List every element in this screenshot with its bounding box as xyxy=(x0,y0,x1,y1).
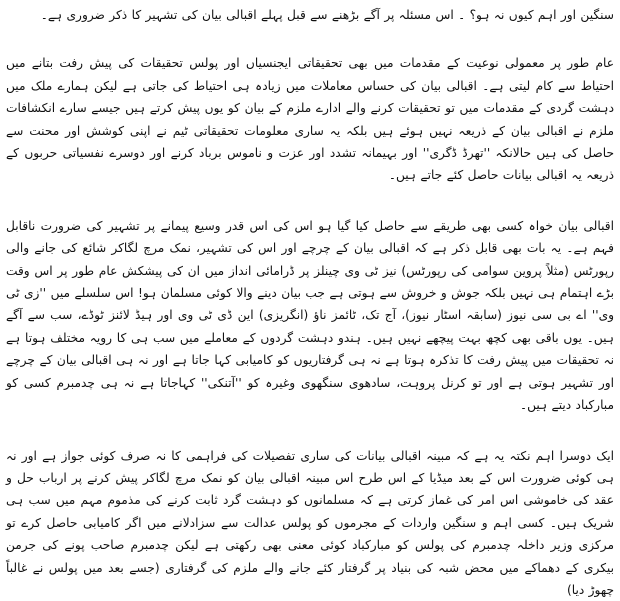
paragraph-intro: سنگین اور اہم کیوں نہ ہو؟ ۔ اس مسئلہ پر آگے بڑھنے سے قبل پہلے اقبالی بیان کی تشہیر کا ذکر ضروری ہے۔ xyxy=(6,4,614,26)
paragraph-agencies-caution: عام طور پر معمولی نوعیت کے مقدمات میں بھی تحقیقاتی ایجنسیاں اور پولس تحقیقات کی پیش رفت بتانے میں احتیاط سے کام لیتی ہے۔ اقبالی بیان کی حساس معاملات میں زیادہ ہی احتیاط کی جاتی ہے لیکن ہمارے ملک میں دہشت گردی کے مقدمات میں تو تحقیقات کرنے والے ادارے ملزم کے بیان کو یوں پیش کرتے ہیں جیسے سارے انکشافات ملزم نے اقبالی بیان کے ذریعہ نہیں ہوئے ہیں بلکہ یہ ساری معلومات تحقیقاتی ٹیم نے اپنی کوشش اور محنت سے حاصل کی ہیں حالانکہ ''تھرڈ ڈگری'' اور بہیمانہ تشدد اور عزت و ناموس برباد کرنے اور دوسرے نفسیاتی حربوں کے ذریعہ یہ اقبالی بیانات حاصل کئے جاتے ہیں۔ xyxy=(6,52,614,186)
paragraph-publicity: اقبالی بیان خواہ کسی بھی طریقے سے حاصل کیا گیا ہو اس کی اس قدر وسیع پیمانے پر تشہیر کی ضرورت ناقابل فہم ہے۔ یہ بات بھی قابل ذکر ہے کہ اقبالی بیان کے چرچے اور اس کی تشہیر، نمک مرچ لگاکر شائع کی جانے والی رپورٹس (مثلاً پروین سوامی کی رپورٹس) نیز ٹی وی چینلز پر ڈرامائی انداز میں ان کی پیشکش عام طور پر اس وقت بڑے اہتمام ہی نہیں بلکہ جوش و خروش سے ہوتی ہے جب بیان دینے والا کوئی مسلمان ہو! اس سلسلے میں ''زی ٹی وی'' اے بی سی نیوز (سابقہ اسٹار نیوز)، آج تک، ٹائمز ناؤ (انگریزی) این ڈی ٹی وی اور ہیڈ لائنز ٹوڈے، سب سے آگے ہیں۔ یوں باقی بھی کچھ بہت پیچھے نہیں ہیں۔ ہندو دہشت گردوں کے معاملے میں سب ہی کا رویہ مختلف ہوتا ہے نہ تحقیقات میں پیش رفت کا تذکرہ ہوتا ہے نہ ہی گرفتاریوں کو کامیابی کہا جاتا ہے اور نہ ہی اقبالی بیان کے چرچے اور تشہیر ہوتی ہے اور تو کرنل پروہت، سادھوی سنگھوی وغیرہ کو ''آتنکی'' کہاجاتا ہے نہ ہی چدمبرم کسی کو مبارکباد دیتے ہیں۔ xyxy=(6,215,614,417)
paragraph-second-point: ایک دوسرا اہم نکتہ یہ ہے کہ مبینہ اقبالی بیانات کی ساری تفصیلات کی فراہمی کا نہ صرف کوئی جواز ہے اور نہ ہی کوئی ضرورت اس کے بعد میڈیا کے اس طرح اس مبینہ اقبالی بیان کو نمک مرچ لگاکر پیش کرنے پر ارباب حل و عقد کی خاموشی اس امر کی غماز کرتی ہے کہ مسلمانوں کو دہشت گرد ثابت کرنے کی مذموم مہم میں سب ہی شریک ہیں۔ کسی اہم و سنگین واردات کے مجرموں کو پولس عدالت سے سزادلانے میں اگر کامیابی حاصل کرے تو مرکزی وزیر داخلہ چدمبرم کی پولس کو مبارکباد کوئی معنی بھی رکھتی ہے لیکن چدمبرم صاحب پونے کی جرمن بیکری کے دھماکے میں محض شبہ کی بنیاد پر گرفتار کئے جانے والے ملزم کی گرفتاری (جسے بعد میں پولس نے غالباً چھوڑ دیا) xyxy=(6,445,614,601)
